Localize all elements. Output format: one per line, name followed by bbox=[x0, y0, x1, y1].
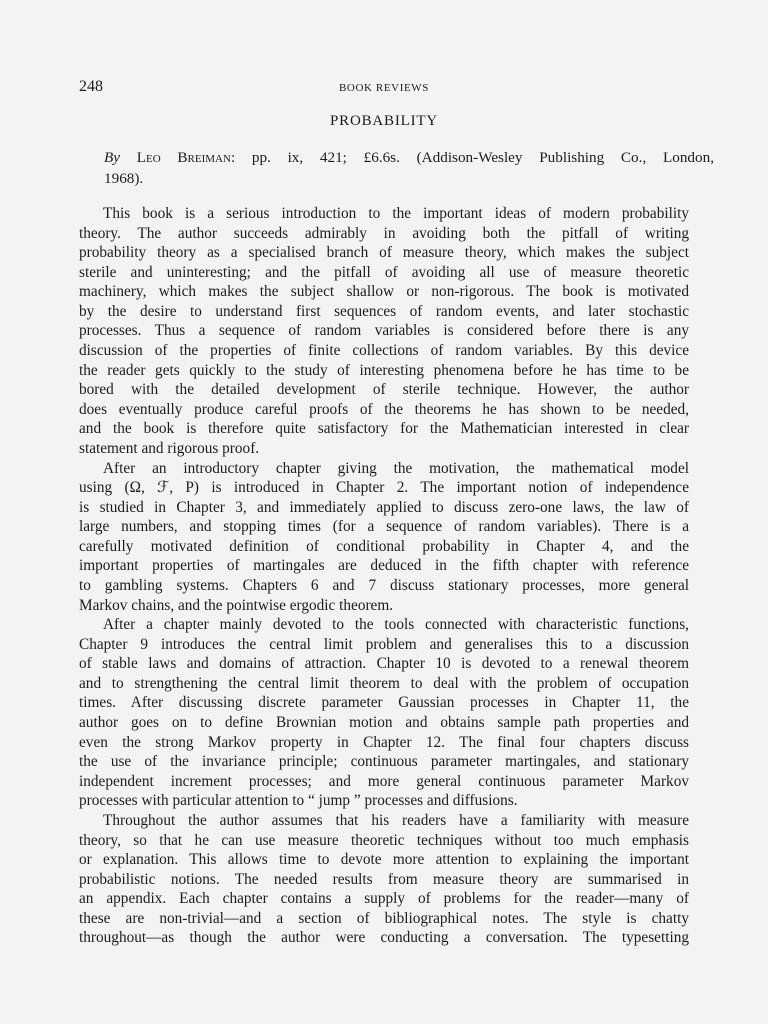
text-line: times. After discussing discrete parameter Gaussian processes in Chapter 11, the bbox=[79, 694, 689, 712]
text-line: processes with particular attention to “ jump ” processes and diffusions. bbox=[79, 792, 518, 810]
text-line: does eventually produce careful proofs of the theorems he has shown to be needed, bbox=[79, 400, 689, 418]
text-line: discussion of the properties of finite collections of random variables. By this device bbox=[79, 342, 689, 360]
text-line: statement and rigorous proof. bbox=[79, 439, 260, 457]
review-title: PROBABILITY bbox=[330, 113, 438, 129]
text-line: an appendix. Each chapter contains a supply of problems for the reader—many of bbox=[79, 890, 689, 908]
paragraph bbox=[79, 459, 689, 616]
review-body bbox=[79, 204, 689, 964]
citation-details-1: : pp. ix, 421; £6.6s. (Addison-Wesley Publishing Co., London, bbox=[230, 149, 715, 166]
citation-line-1 bbox=[79, 148, 714, 169]
text-line: theory, so that he can use measure theoretic techniques without too much emphasis bbox=[79, 831, 689, 849]
text-line: even the strong Markov property in Chapter 12. The final four chapters discuss bbox=[79, 733, 689, 751]
text-line: the reader gets quickly to the study of interesting phenomena before he has time to be bbox=[79, 361, 689, 379]
text-line: Throughout the author assumes that his readers have a familiarity with measure bbox=[103, 811, 689, 829]
text-line: Chapter 9 introduces the central limit problem and generalises this to a discussion bbox=[79, 635, 689, 653]
citation-by: By bbox=[104, 149, 121, 166]
text-line: probabilistic notions. The needed results from measure theory are summarised in bbox=[79, 870, 689, 888]
text-line: After an introductory chapter giving the motivation, the mathematical model bbox=[103, 459, 689, 477]
citation bbox=[79, 148, 714, 189]
text-line: these are non-trivial—and a section of bibliographical notes. The style is chatty bbox=[79, 909, 689, 927]
paragraph bbox=[79, 811, 689, 948]
text-line: probability theory as a specialised branch of measure theory, which makes the subject bbox=[79, 244, 689, 262]
text-line: processes. Thus a sequence of random variables is considered before there is any bbox=[79, 322, 689, 340]
running-head: BOOK REVIEWS bbox=[338, 82, 429, 94]
text-line: carefully motivated definition of conditional probability in Chapter 4, and the bbox=[79, 537, 689, 555]
text-line: the use of the invariance principle; continuous parameter martingales, and stationary bbox=[79, 753, 689, 771]
text-line: After a chapter mainly devoted to the tools connected with characteristic functions, bbox=[103, 616, 689, 634]
text-line: by the desire to understand first sequences of random events, and later stochastic bbox=[79, 302, 689, 320]
text-line: large numbers, and stopping times (for a sequence of random variables). There is a bbox=[79, 518, 689, 536]
text-line: theory. The author succeeds admirably in avoiding both the pitfall of writing bbox=[79, 224, 689, 242]
text-line: Markov chains, and the pointwise ergodic theorem. bbox=[79, 596, 394, 614]
citation-author: Leo Breiman bbox=[136, 149, 231, 166]
text-line: or explanation. This allows time to devote more attention to explaining the important bbox=[79, 851, 689, 869]
paragraph bbox=[79, 615, 689, 811]
text-line: of stable laws and domains of attraction. Chapter 10 is devoted to a renewal theorem bbox=[79, 655, 689, 673]
text-line: using (Ω, ℱ, P) is introduced in Chapter 2. The important notion of independence bbox=[79, 479, 689, 497]
text-line: author goes on to define Brownian motion and obtains sample path properties and bbox=[79, 714, 689, 732]
text-line: This book is a serious introduction to the important ideas of modern probability bbox=[103, 205, 689, 222]
text-line: important properties of martingales are deduced in the fifth chapter with reference bbox=[79, 557, 689, 575]
text-line: and to strengthening the central limit theorem to deal with the problem of occupation bbox=[79, 674, 689, 692]
paragraph bbox=[79, 204, 689, 459]
text-line: to gambling systems. Chapters 6 and 7 discuss stationary processes, more general bbox=[79, 576, 689, 594]
text-line: throughout—as though the author were conducting a conversation. The typesetting bbox=[79, 929, 689, 947]
text-line: machinery, which makes the subject shallow or non-rigorous. The book is motivated bbox=[79, 283, 689, 301]
text-line: is studied in Chapter 3, and immediately applied to discuss zero-one laws, the law of bbox=[79, 498, 689, 516]
citation-details-2: 1968). bbox=[104, 169, 144, 187]
text-line: sterile and uninteresting; and the pitfall of avoiding all use of measure theoretic bbox=[79, 263, 689, 281]
text-line: bored with the detailed development of sterile technique. However, the author bbox=[79, 381, 689, 399]
text-line: independent increment processes; and more general continuous parameter Markov bbox=[79, 772, 689, 790]
page-number: 248 bbox=[79, 78, 103, 95]
text-line: and the book is therefore quite satisfactory for the Mathematician interested in clear bbox=[79, 420, 689, 438]
